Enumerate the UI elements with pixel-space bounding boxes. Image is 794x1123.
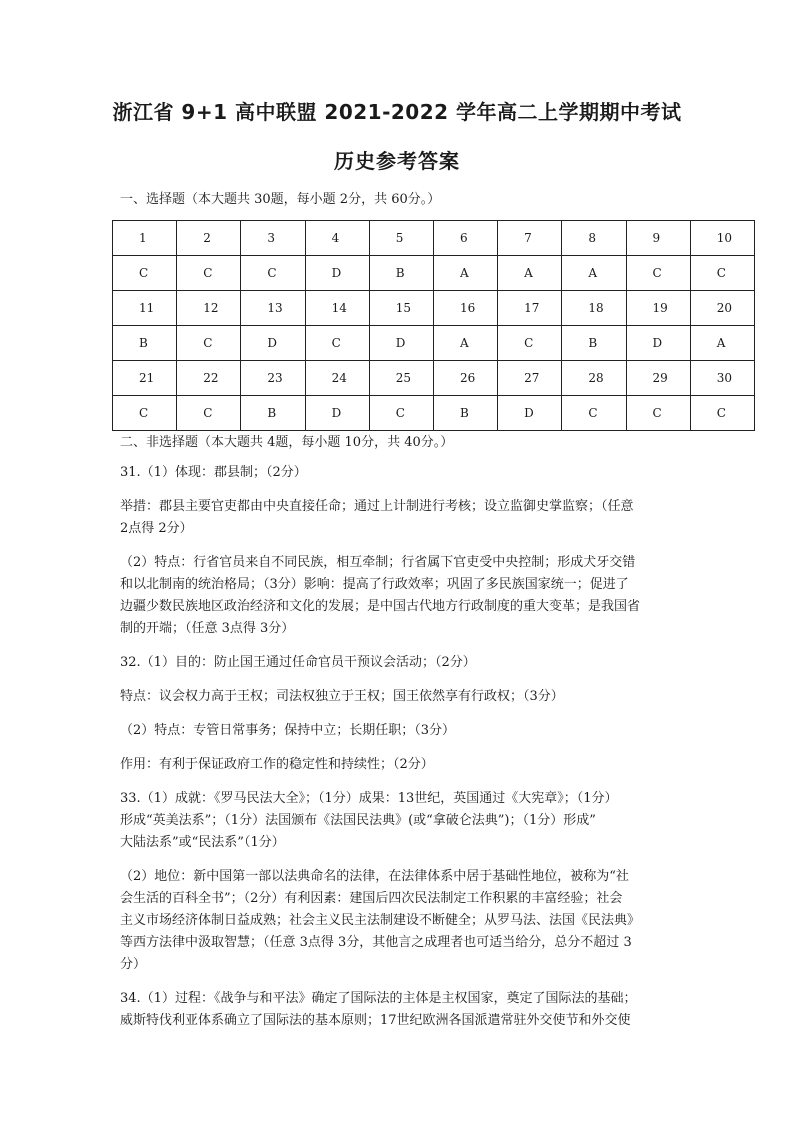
q31-part1: 31.（1）体现：郡县制；（2分） bbox=[120, 465, 307, 480]
question-number-cell: 21 bbox=[113, 361, 177, 396]
question-number-cell: 9 bbox=[626, 221, 690, 256]
question-number-cell: 15 bbox=[369, 291, 433, 326]
answer-cell: B bbox=[241, 396, 305, 431]
answer-row bbox=[113, 256, 755, 291]
answer-cell: C bbox=[626, 396, 690, 431]
question-number-cell: 25 bbox=[369, 361, 433, 396]
q33-part1-line: 形成“英美法系”；（1分）法国颁布《法国民法典》(或“拿破仑法典”)；（1分）形成” bbox=[120, 813, 596, 828]
q33-part2-line: 等西方法律中汲取智慧；（任意 3点得 3分，其他言之成理者也可适当给分，总分不超过 3 bbox=[120, 935, 632, 950]
question-number-cell: 5 bbox=[369, 221, 433, 256]
q33-part1-line: 33.（1）成就：《罗马民法大全》；（1分）成果：13世纪，英国通过《大宪章》；（1分） bbox=[120, 791, 618, 806]
q32-features: 特点：议会权力高于王权；司法权独立于王权；国王依然享有行政权；（3分） bbox=[120, 689, 564, 704]
q32-part2: （2）特点：专管日常事务；保持中立；长期任职；（3分） bbox=[120, 723, 456, 738]
q33-part2-line: （2）地位：新中国第一部以法典命名的法律，在法律体系中居于基础性地位，被称为“社 bbox=[120, 869, 629, 884]
q34-part1-line: 威斯特伐利亚体系确立了国际法的基本原则；17世纪欧洲各国派遣常驻外交使节和外交使 bbox=[120, 1013, 631, 1028]
answer-cell: C bbox=[305, 326, 369, 361]
q31-measures-line: 2点得 2分） bbox=[120, 521, 193, 536]
answer-cell: C bbox=[113, 256, 177, 291]
q34-part1-line: 34.（1）过程：《战争与和平法》确定了国际法的主体是主权国家，奠定了国际法的基础； bbox=[120, 991, 637, 1006]
answer-cell: C bbox=[562, 396, 626, 431]
question-number-cell: 2 bbox=[177, 221, 241, 256]
q32-effect: 作用：有利于保证政府工作的稳定性和持续性；（2分） bbox=[120, 757, 434, 772]
answer-cell: C bbox=[626, 256, 690, 291]
question-number-cell: 30 bbox=[690, 361, 754, 396]
question-number-cell: 4 bbox=[305, 221, 369, 256]
question-number-cell: 1 bbox=[113, 221, 177, 256]
answer-cell: A bbox=[433, 326, 497, 361]
question-number-row bbox=[113, 221, 755, 256]
q33-part2-line: 会生活的百科全书”；（2分）有利因素：建国后四次民法制定工作积累的丰富经验；社会 bbox=[120, 891, 623, 906]
q33-part2-line: 分） bbox=[120, 957, 147, 972]
question-number-cell: 20 bbox=[690, 291, 754, 326]
answer-cell: B bbox=[433, 396, 497, 431]
question-number-cell: 3 bbox=[241, 221, 305, 256]
answer-cell: B bbox=[562, 326, 626, 361]
answer-cell: C bbox=[369, 396, 433, 431]
answer-cell: A bbox=[690, 326, 754, 361]
question-number-cell: 16 bbox=[433, 291, 497, 326]
question-number-row bbox=[113, 361, 755, 396]
answer-cell: D bbox=[305, 256, 369, 291]
answer-cell: D bbox=[241, 326, 305, 361]
q33-part1-line: 大陆法系”或“民法系”（1分） bbox=[120, 835, 285, 850]
question-number-cell: 23 bbox=[241, 361, 305, 396]
question-number-cell: 26 bbox=[433, 361, 497, 396]
answer-cell: C bbox=[177, 326, 241, 361]
answer-cell: C bbox=[498, 326, 562, 361]
question-number-cell: 18 bbox=[562, 291, 626, 326]
question-number-cell: 27 bbox=[498, 361, 562, 396]
question-number-cell: 19 bbox=[626, 291, 690, 326]
question-number-cell: 17 bbox=[498, 291, 562, 326]
section-heading-choice: 一、选择题（本大题共 30题，每小题 2分，共 60分。） bbox=[120, 192, 441, 207]
answer-cell: A bbox=[562, 256, 626, 291]
question-number-cell: 11 bbox=[113, 291, 177, 326]
answer-cell: D bbox=[369, 326, 433, 361]
question-number-cell: 28 bbox=[562, 361, 626, 396]
page-subtitle: 历史参考答案 bbox=[334, 149, 460, 173]
question-number-cell: 13 bbox=[241, 291, 305, 326]
question-number-cell: 22 bbox=[177, 361, 241, 396]
answer-cell: C bbox=[241, 256, 305, 291]
q31-measures-line: 举措：郡县主要官吏都由中央直接任命；通过上计制进行考核；设立监御史掌监察；（任意 bbox=[120, 499, 634, 514]
question-number-cell: 7 bbox=[498, 221, 562, 256]
section-heading-nonchoice: 二、非选择题（本大题共 4题，每小题 10分，共 40分。） bbox=[120, 435, 454, 450]
answer-cell: D bbox=[305, 396, 369, 431]
answer-cell: C bbox=[177, 256, 241, 291]
q31-part2-line: （2）特点：行省官员来自不同民族，相互牵制；行省属下官吏受中央控制；形成犬牙交错 bbox=[120, 555, 636, 570]
answer-cell: B bbox=[369, 256, 433, 291]
question-number-cell: 12 bbox=[177, 291, 241, 326]
answer-cell: A bbox=[433, 256, 497, 291]
q31-part2-line: 和以北制南的统治格局；（3分）影响：提高了行政效率；巩固了多民族国家统一；促进了 bbox=[120, 577, 629, 592]
answer-row bbox=[113, 326, 755, 361]
answer-row bbox=[113, 396, 755, 431]
answer-content bbox=[120, 462, 660, 1032]
question-number-cell: 14 bbox=[305, 291, 369, 326]
answer-cell: C bbox=[690, 256, 754, 291]
answer-table bbox=[112, 220, 755, 431]
q32-part1: 32.（1）目的：防止国王通过任命官员干预议会活动；（2分） bbox=[120, 655, 476, 670]
answer-cell: D bbox=[498, 396, 562, 431]
answer-cell: C bbox=[177, 396, 241, 431]
answer-cell: C bbox=[113, 396, 177, 431]
answer-cell: B bbox=[113, 326, 177, 361]
question-number-cell: 24 bbox=[305, 361, 369, 396]
question-number-row bbox=[113, 291, 755, 326]
answer-cell: A bbox=[498, 256, 562, 291]
question-number-cell: 10 bbox=[690, 221, 754, 256]
question-number-cell: 8 bbox=[562, 221, 626, 256]
answer-cell: C bbox=[690, 396, 754, 431]
q31-part2-line: 边疆少数民族地区政治经济和文化的发展；是中国古代地方行政制度的重大变革；是我国省 bbox=[120, 599, 641, 614]
answer-cell: D bbox=[626, 326, 690, 361]
q33-part2-line: 主义市场经济体制日益成熟；社会主义民主法制建设不断健全；从罗马法、法国《民法典》 bbox=[120, 913, 641, 928]
q31-part2-line: 制的开端；（任意 3点得 3分） bbox=[120, 621, 295, 636]
question-number-cell: 29 bbox=[626, 361, 690, 396]
page-title: 浙江省 9+1 高中联盟 2021-2022 学年高二上学期期中考试 bbox=[112, 100, 682, 124]
question-number-cell: 6 bbox=[433, 221, 497, 256]
